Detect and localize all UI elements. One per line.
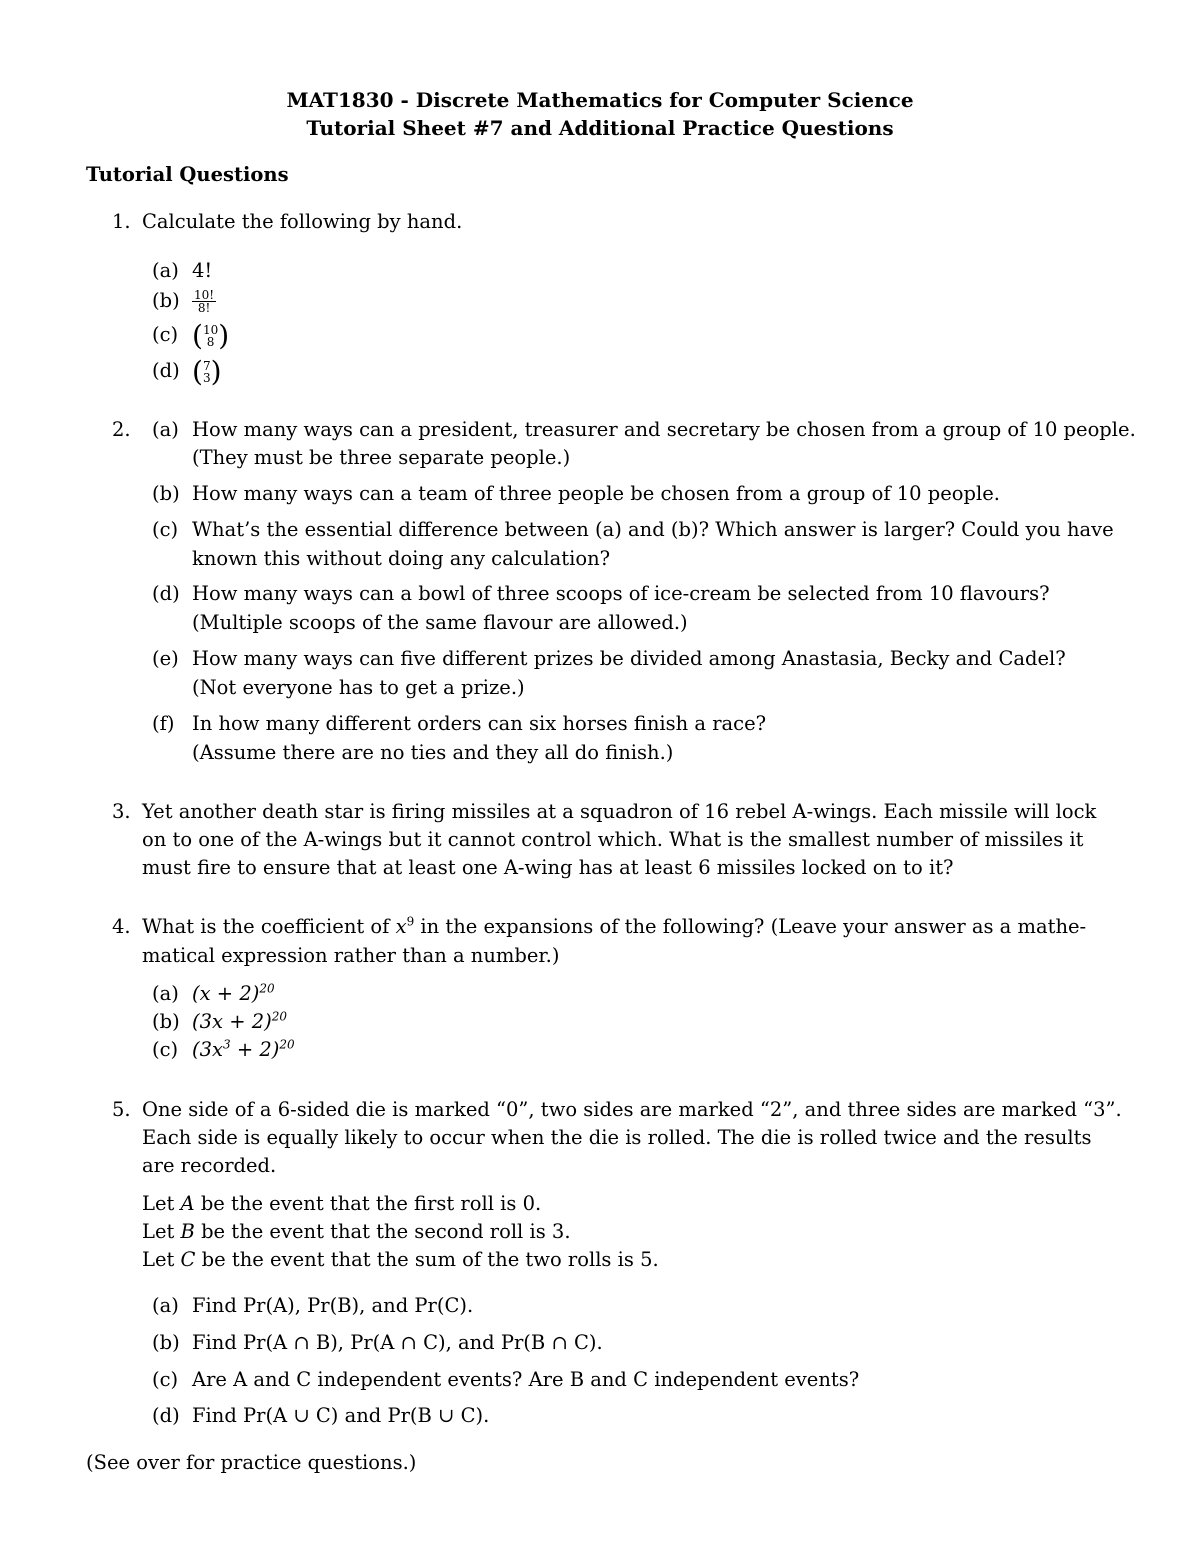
question-number: 1. (112, 210, 131, 233)
footer-note: (See over for practice questions.) (86, 1451, 417, 1474)
item-text: How many ways can a president, treasurer and secretary be chosen from a group of 10 people. (192, 418, 1136, 441)
item-label: (a) (152, 418, 179, 441)
item-label: (c) (152, 1368, 179, 1391)
math-variable: x (395, 915, 407, 938)
item-expression (192, 1008, 287, 1036)
item-text: Find Pr(A), Pr(B), and Pr(C). (192, 1294, 474, 1317)
item-text: (Not everyone has to get a prize.) (192, 676, 525, 699)
item-expression (192, 1036, 295, 1064)
exponent: 3 (223, 1037, 231, 1052)
expression-base: (3x (192, 1038, 224, 1061)
question-text: must fire to ensure that at least one A-wing has at least 6 missiles locked on to it? (142, 856, 954, 879)
title-line-1: MAT1830 - Discrete Mathematics for Computer Science (286, 88, 914, 112)
exponent: 20 (271, 1009, 288, 1024)
item-text: (Multiple scoops of the same flavour are allowed.) (192, 611, 688, 634)
text-run: be the event that the sum of the two rolls is 5. (195, 1248, 659, 1271)
question-text: Each side is equally likely to occur when the die is rolled. The die is rolled twice and the results (142, 1126, 1092, 1149)
section-title: Tutorial Questions (86, 163, 289, 186)
math-variable: C (180, 1248, 196, 1271)
exponent: 20 (259, 981, 275, 996)
binomial: ( 7 3 ) (192, 354, 222, 388)
question-text: Calculate the following by hand. (142, 210, 463, 233)
binomial-top: 7 (202, 358, 211, 373)
fraction (188, 287, 216, 315)
item-label: (c) (152, 1038, 179, 1061)
item-label: (a) (152, 1294, 179, 1317)
expression-base: (3x + 2) (192, 1010, 272, 1033)
item-text: Are A and C independent events? Are B and C independent events? (192, 1368, 860, 1391)
item-label: (b) (152, 1010, 180, 1033)
text-run: Let (142, 1192, 181, 1215)
math-variable: B (180, 1220, 195, 1243)
text-run: Let (142, 1220, 181, 1243)
item-text: (Assume there are no ties and they all do finish.) (192, 741, 674, 764)
question-number: 2. (112, 418, 131, 441)
item-text: How many ways can five different prizes be divided among Anastasia, Becky and Cadel? (192, 647, 1066, 670)
binomial-top: 10 (202, 322, 219, 337)
exponent: 9 (406, 914, 415, 929)
text-run: be the event that the second roll is 3. (194, 1220, 571, 1243)
item-label: (c) (152, 518, 179, 541)
item-label: (b) (152, 1331, 180, 1354)
item-text: What’s the essential difference between (a) and (b)? Which answer is larger? Could you have (192, 518, 1114, 541)
item-label: (f) (152, 712, 175, 735)
expression-base: + 2) (230, 1038, 280, 1061)
binomial-bottom: 3 (202, 370, 211, 385)
question-text: are recorded. (142, 1154, 277, 1177)
binomial: ( 10 8 ) (192, 318, 230, 352)
item-label: (b) (152, 482, 180, 505)
event-definition (142, 1190, 541, 1218)
fraction-denominator: 8! (197, 301, 211, 315)
question-text: on to one of the A-wings but it cannot control which. What is the smallest number of missiles it (142, 828, 1084, 851)
item-expression (192, 980, 275, 1008)
question-text (142, 913, 1086, 941)
item-label: (d) (152, 582, 180, 605)
item-label: (b) (152, 289, 180, 312)
fraction-numerator: 10! (194, 288, 215, 302)
title-line-2: Tutorial Sheet #7 and Additional Practice Questions (306, 116, 894, 140)
expression-base: (x + 2) (192, 982, 260, 1005)
text-run: in the expansions of the following? (Leave your answer as a mathe- (414, 915, 1087, 938)
question-number: 3. (112, 800, 131, 823)
item-label: (a) (152, 982, 179, 1005)
question-text: Yet another death star is firing missiles at a squadron of 16 rebel A-wings. Each missile will lock (142, 800, 1097, 823)
question-number: 4. (112, 915, 131, 938)
item-text: How many ways can a bowl of three scoops of ice-cream be selected from 10 flavours? (192, 582, 1050, 605)
item-label: (a) (152, 259, 179, 282)
question-text: matical expression rather than a number.) (142, 944, 560, 967)
question-number: 5. (112, 1098, 131, 1121)
item-text: In how many different orders can six horses finish a race? (192, 712, 767, 735)
item-label: (c) (152, 323, 179, 346)
item-expression: 4! (192, 259, 213, 282)
event-definition (142, 1246, 659, 1274)
math-variable: A (180, 1192, 195, 1215)
event-definition (142, 1218, 571, 1246)
item-text: (They must be three separate people.) (192, 446, 571, 469)
exponent: 20 (279, 1037, 295, 1052)
item-label: (d) (152, 1404, 180, 1427)
item-text: known this without doing any calculation? (192, 547, 611, 570)
item-text: How many ways can a team of three people be chosen from a group of 10 people. (192, 482, 1000, 505)
item-text: Find Pr(A ∪ C) and Pr(B ∪ C). (192, 1404, 490, 1427)
item-label: (e) (152, 647, 179, 670)
item-text: Find Pr(A ∩ B), Pr(A ∩ C), and Pr(B ∩ C). (192, 1331, 603, 1354)
question-text: One side of a 6-sided die is marked “0”, two sides are marked “2”, and three sides are marked “3”. (142, 1098, 1122, 1121)
text-run: be the event that the first roll is 0. (194, 1192, 542, 1215)
text-run: Let (142, 1248, 181, 1271)
binomial-bottom: 8 (206, 334, 215, 349)
item-label: (d) (152, 359, 180, 382)
text-run: What is the coefficient of (142, 915, 396, 938)
